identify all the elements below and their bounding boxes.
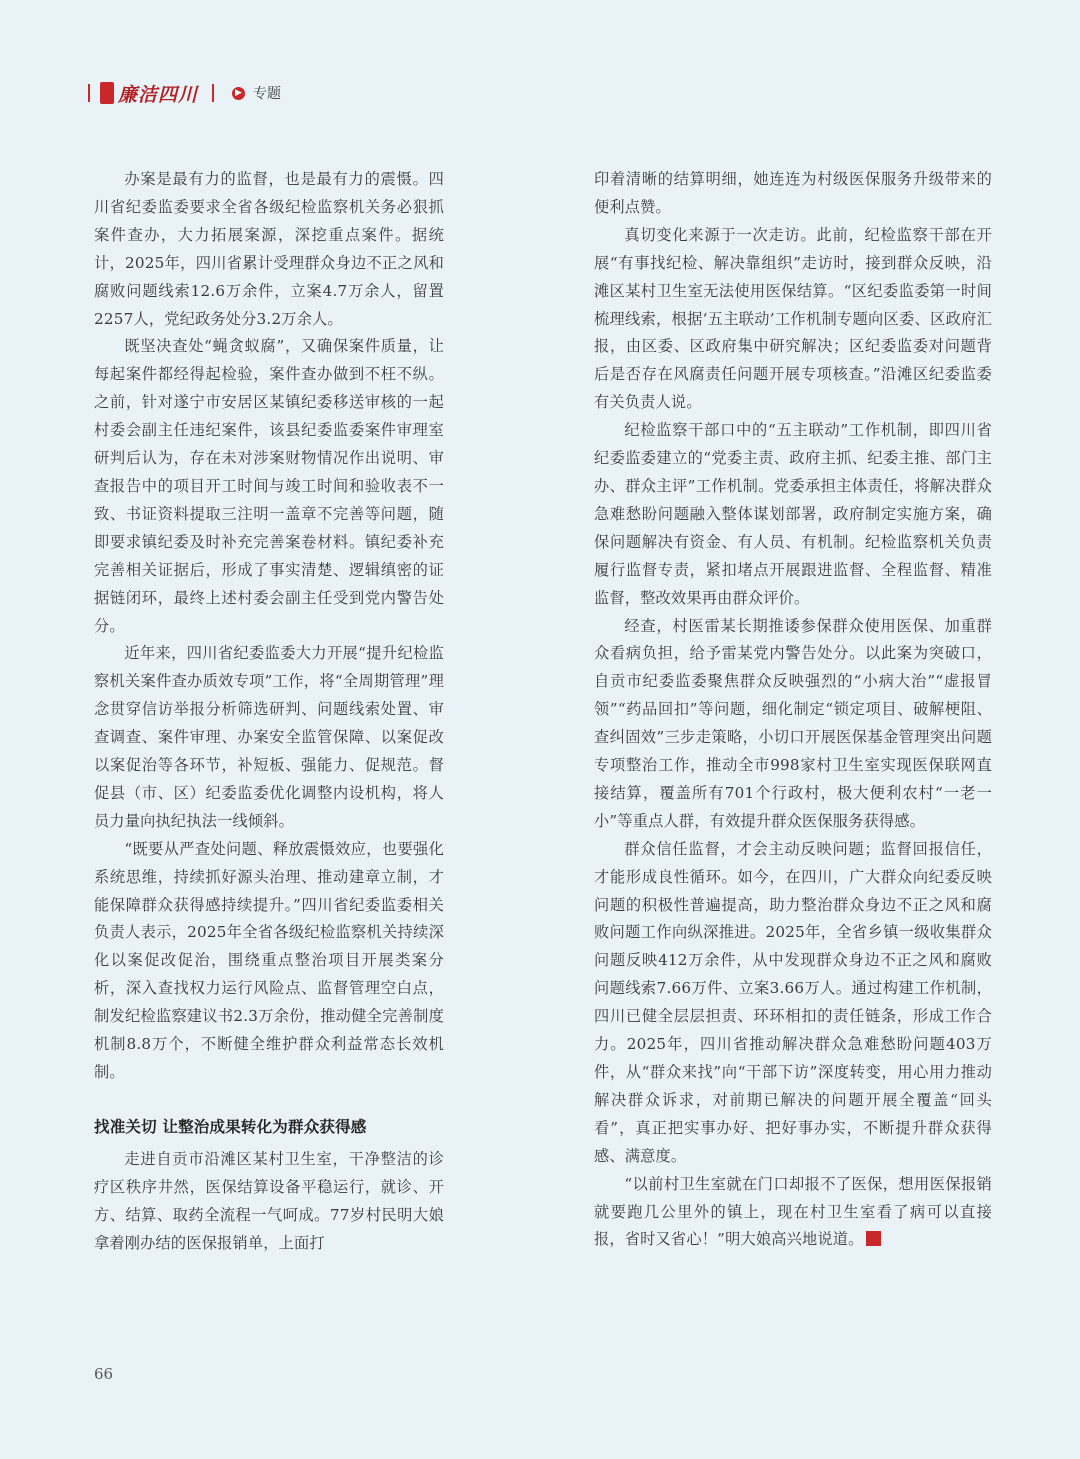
- paragraph: 近年来，四川省纪委监委大力开展“提升纪检监察机关案件查办质效专项”工作，将“全周期管理”理念贯穿信访举报分析筛选研判、问题线索处置、审查调查、案件审理、办案安全监管保障、以案促改以案促治等各环节，补短板、强能力、促规范。督促县（市、区）纪委监委优化调整内设机构，将人员力量向执纪执法一线倾斜。: [94, 644, 444, 830]
- page-number: 66: [94, 1365, 114, 1383]
- left-column: [94, 166, 444, 1258]
- divider: [88, 84, 90, 102]
- right-column: [594, 166, 992, 1254]
- paragraph: 印着清晰的结算明细，她连连为村级医保服务升级带来的便利点赞。: [594, 170, 992, 216]
- paragraph: 走进自贡市沿滩区某村卫生室，干净整洁的诊疗区秩序井然，医保结算设备平稳运行，就诊、开方、结算、取药全流程一气呵成。77岁村民明大娘拿着刚办结的医保报销单，上面打: [94, 1149, 444, 1252]
- magazine-logo-icon: [100, 82, 114, 104]
- page-header: [88, 78, 281, 108]
- final-paragraph: [594, 1171, 992, 1255]
- divider: [212, 84, 214, 102]
- paragraph: 既坚决查处“蝇贪蚁腐”，又确保案件质量，让每起案件都经得起检验，案件查办做到不枉不纵。之前，针对遂宁市安居区某镇纪委移送审核的一起村委会副主任违纪案件，该县纪委监委案件审理室研判后认为，存在未对涉案财物情况作出说明、审查报告中的项目开工时间与竣工时间和验收表不一致、书证资料提取三注明一盖章不完善等问题，随即要求镇纪委及时补充完善案卷材料。镇纪委补充完善相关证据后，形成了事实清楚、逻辑缜密的证据链闭环，最终上述村委会副主任受到党内警告处分。: [94, 337, 444, 635]
- section-label: 专题: [253, 86, 282, 102]
- paragraph: 纪检监察干部口中的“五主联动”工作机制，即四川省纪委监委建立的“党委主责、政府主抓、纪委主推、部门主办、群众主评”工作机制。党委承担主体责任，将解决群众急难愁盼问题融入整体谋划部署，政府制定实施方案，确保问题解决有资金、有人员、有机制。纪检监察机关负责履行监督专责，紧扣堵点开展跟进监督、全程监督、精准监督，整改效果再由群众评价。: [594, 421, 992, 607]
- paragraph: 真切变化来源于一次走访。此前，纪检监察干部在开展“有事找纪检、解决靠组织”走访时，接到群众反映，沿滩区某村卫生室无法使用医保结算。“区纪委监委第一时间梳理线索，根据‘五主联动’工作机制专题向区委、区政府汇报，由区委、区政府集中研究解决；区纪委监委对问题背后是否存在风腐责任问题开展专项核查。”沿滩区纪委监委有关负责人说。: [594, 225, 992, 412]
- paragraph: 办案是最有力的监督，也是最有力的震慑。四川省纪委监委要求全省各级纪检监察机关务必狠抓案件查办，大力拓展案源，深挖重点案件。据统计，2025年，四川省累计受理群众身边不正之风和腐败问题线索12.6万余件，立案4.7万余人，留置2257人，党纪政务处分3.2万余人。: [94, 170, 444, 328]
- paragraph: 经查，村医雷某长期推诿参保群众使用医保、加重群众看病负担，给予雷某党内警告处分。以此案为突破口，自贡市纪委监委聚焦群众反映强烈的“小病大治”“虚报冒领”“药品回扣”等问题，细化制定“锁定项目、破解梗阻、查纠固效”三步走策略，小切口开展医保基金管理突出问题专项整治工作，推动全市998家村卫生室实现医保联网直接结算，覆盖所有701个行政村，极大便利农村“一老一小”等重点人群，有效提升群众医保服务获得感。: [594, 616, 992, 830]
- section-subheading: 找准关切 让整治成果转化为群众获得感: [94, 1117, 367, 1136]
- paragraph: 群众信任监督，才会主动反映问题；监督回报信任，才能形成良性循环。如今，在四川，广大群众向纪委反映问题的积极性普遍提高，助力整治群众身边不正之风和腐败问题工作向纵深推进。2025年，全省乡镇一级收集群众问题反映412万余件，从中发现群众身边不正之风和腐败问题线索7.66万件、立案3.66万人。通过构建工作机制，四川已健全层层担责、环环相扣的责任链条，形成工作合力。2025年，四川省推动解决群众急难愁盼问题403万件，从“群众来找”向“干部下访”深度转变，用心用力推动解决群众诉求，对前期已解决的问题开展全覆盖“回头看”，真正把实事办好、把好事办实，不断提升群众获得感、满意度。: [594, 839, 992, 1165]
- paragraph-text: “以前村卫生室就在门口却报不了医保，想用医保报销就要跑几公里外的镇上，现在村卫生室看了病可以直接报，省时又省心！”明大娘高兴地说道。: [594, 1174, 992, 1249]
- paragraph: “既要从严查处问题、释放震慑效应，也要强化系统思维，持续抓好源头治理、推动建章立制，才能保障群众获得感持续提升。”四川省纪委监委相关负责人表示，2025年全省各级纪检监察机关持续深化以案促改促治，围绕重点整治项目开展类案分析，深入查找权力运行风险点、监督管理空白点，制发纪检监察建议书2.3万余份，推动健全完善制度机制8.8万个，不断健全维护群众利益常态长效机制。: [94, 839, 444, 1081]
- magazine-title: 廉洁四川: [118, 83, 199, 106]
- article-end-icon: [866, 1231, 881, 1246]
- chevron-right-icon: ▶: [232, 87, 245, 100]
